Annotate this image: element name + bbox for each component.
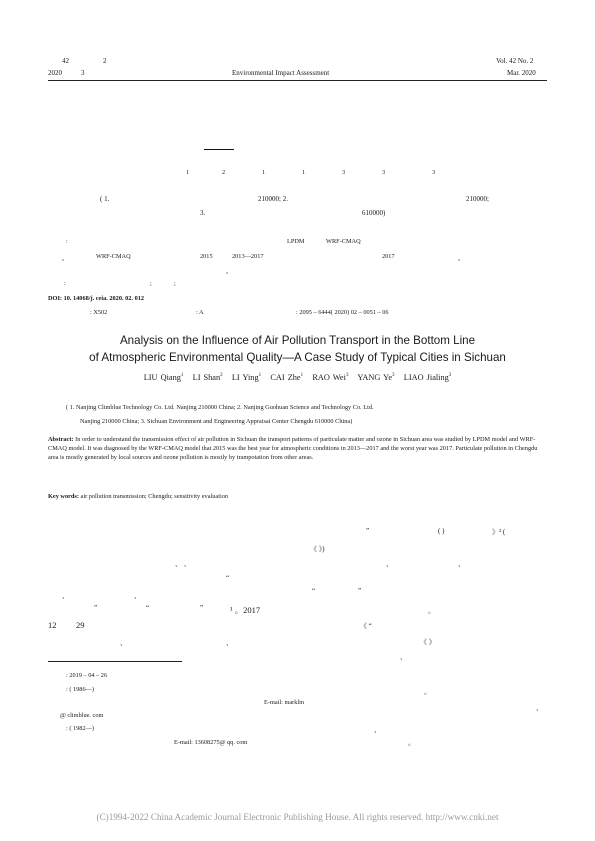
body-fragment: 、 [120, 639, 127, 647]
body-fragment: ” [94, 604, 98, 612]
cn-abstract-mark: 。 [458, 255, 465, 262]
en-author [144, 373, 184, 382]
body-fragment: 、 、 [175, 560, 191, 568]
cn-abstract-year: 2017 [382, 253, 395, 260]
body-fragment: 29 [76, 620, 85, 630]
body-fragment: 、 [134, 592, 141, 600]
cn-author-mark: 3 [382, 169, 386, 176]
body-fragment: “ [226, 574, 230, 582]
cn-abstract-mark: 。 [226, 268, 233, 275]
cn-affil-part: 610000) [362, 209, 386, 217]
cn-abstract-term: WRF-CMAQ [96, 253, 131, 260]
cn-keywords-colon: : [64, 280, 66, 287]
cn-abstract-term: LPDM [287, 238, 305, 245]
cn-author-mark: 3 [432, 169, 436, 176]
cn-author-mark: 1 [186, 169, 190, 176]
en-affiliation-line-1: ( 1. Nanjing Climblue Technology Co. Ltd. Nanjing 210000 China; 2. Nanjing Guohuan Science and Technology Co. Ltd. [66, 404, 374, 411]
body-fragment: 《 “ [360, 622, 372, 630]
cn-abstract-year: 2015 [200, 253, 213, 260]
cn-abstract-year: 2013—2017 [232, 253, 264, 260]
cn-keywords-sep: ; [150, 280, 152, 287]
body-fragment: 、 [400, 653, 407, 661]
body-fragment: 12 [48, 620, 57, 630]
cn-affil-part: 210000; [466, 195, 489, 203]
en-author-mark: 1 [258, 373, 262, 379]
en-author [357, 373, 394, 382]
header-month: 3 [81, 69, 85, 77]
header-date-en: Mar. 2020 [507, 69, 536, 77]
cn-affil-part: 210000; 2. [258, 195, 288, 203]
header-volume: 42 [62, 57, 69, 65]
cn-abstract-term: WRF-CMAQ [326, 238, 361, 245]
cn-abstract-colon: : [66, 238, 68, 245]
en-author-name: LI Shan [192, 373, 221, 382]
doi-text: DOI: 10. 14068/j. ceia. 2020. 02. 012 [48, 295, 145, 302]
footnote-rule [48, 661, 182, 662]
body-fragment: ( ) [438, 527, 445, 535]
article-id: : 2095 – 6444( 2020) 02 – 0051 – 06 [296, 309, 389, 316]
right-column-mark: 。 [424, 688, 431, 696]
right-column-mark: 。 [408, 739, 415, 747]
en-keywords-label: Key words: [48, 493, 79, 500]
clc-number: : X502 [90, 309, 108, 316]
en-author-name: LIU Qiang [143, 373, 181, 382]
en-author [232, 373, 261, 382]
header-journal-title: Environmental Impact Assessment [232, 69, 330, 77]
doi [48, 295, 144, 302]
cn-keywords-sep: ; [174, 280, 176, 287]
en-author-mark: 3 [448, 373, 452, 379]
en-abstract-text: In order to understand the transmission effect of air pollution in Sichuan the transport patterns of particulate matter and ozone in Sichuan area was studied by LPDM model and WRF-CMAQ model. It was diagnosed by the WRF-CMAQ model that 2015 was the best year for atmospheric conditions in 2013—2017 and the worst year was 2017. Particulate pollution in Chengdu area is mostly generated by local sources and ozone pollution is mostly by trampotation from other areas. [48, 436, 538, 462]
en-author [404, 373, 452, 382]
en-affiliation-line-2: Nanjing 210000 China; 3. Sichuan Environment and Engineering Appraisai Center Chengdu 610000 China) [80, 418, 353, 425]
body-fragment: ” [366, 527, 370, 535]
received-date: : 2019 – 04 – 26 [66, 672, 108, 679]
body-fragment: ” [200, 604, 204, 612]
header-volume-en: Vol. 42 No. 2 [496, 57, 534, 65]
en-author-name: LIAO Jialing [403, 373, 449, 382]
en-author-mark: 3 [392, 373, 395, 379]
body-fragment: 、 [458, 560, 465, 568]
en-author-name: RAO Wei [312, 373, 346, 382]
author1-email-domain: @ climblue. com [60, 712, 104, 719]
copyright-footer: (C)1994-2022 China Academic Journal Electronic Publishing House. All rights reserved. http://www.cnki.net [96, 812, 499, 822]
en-author-mark: 2 [220, 373, 223, 379]
cn-abstract-mark: 。 [62, 255, 69, 262]
author1-bio: : ( 1986—) [66, 686, 94, 693]
en-author [312, 373, 348, 382]
cn-title-mark [204, 149, 234, 150]
header-issue: 2 [103, 57, 107, 65]
body-fragment: “ [312, 587, 316, 595]
body-fragment: 》² ( [492, 528, 506, 536]
en-author-mark: 3 [345, 373, 349, 379]
right-column-mark: 、 [374, 726, 381, 734]
cn-affil-part: ( 1. [100, 195, 110, 203]
cn-author-mark: 3 [342, 169, 346, 176]
en-title-line-1: Analysis on the Influence of Air Pollution Transport in the Bottom Line [119, 334, 476, 347]
en-author-name: LI Ying [231, 373, 259, 382]
en-author-mark: 1 [300, 373, 304, 379]
author2-email: E-mail: 13608275@ qq. com [174, 739, 248, 746]
en-author-name: YANG Ye [357, 373, 393, 382]
cn-author-mark: 1 [302, 169, 306, 176]
right-column-mark: 、 [536, 704, 543, 712]
author1-email: E-mail: marklin [264, 699, 305, 706]
en-author [193, 373, 223, 382]
cn-affil-part: 3. [200, 209, 206, 217]
body-fragment: 、 [226, 639, 233, 647]
body-fragment: ” [358, 587, 362, 595]
en-author-mark: 1 [180, 373, 184, 379]
cn-author-mark: 1 [262, 169, 266, 176]
header-rule [48, 80, 547, 81]
body-fragment: 《 》 [420, 638, 436, 646]
en-authors [0, 373, 595, 382]
en-keywords-text: air pollution transmission; Chengdu; sensitivity evaluation [80, 493, 228, 500]
body-fragment: 《 》) [310, 545, 325, 553]
en-abstract-label: Abstract: [48, 436, 74, 443]
cn-author-mark: 2 [222, 169, 226, 176]
body-fragment: “ [146, 604, 150, 612]
body-fragment: 、 [62, 592, 69, 600]
en-title-line-2: of Atmospheric Environmental Quality—A Case Study of Typical Cities in Sichuan [89, 351, 506, 364]
body-fragment: 、 [386, 560, 393, 568]
document-code: : A [196, 309, 204, 316]
en-abstract [48, 435, 548, 463]
author2-bio: : ( 1982—) [66, 725, 94, 732]
en-author-name: CAI Zhe [270, 373, 301, 382]
body-fragment: ¹ 。2017 [230, 605, 261, 615]
en-author [270, 373, 303, 382]
en-keywords [48, 493, 228, 500]
header-year: 2020 [48, 69, 62, 77]
body-fragment: 。 [428, 607, 435, 615]
